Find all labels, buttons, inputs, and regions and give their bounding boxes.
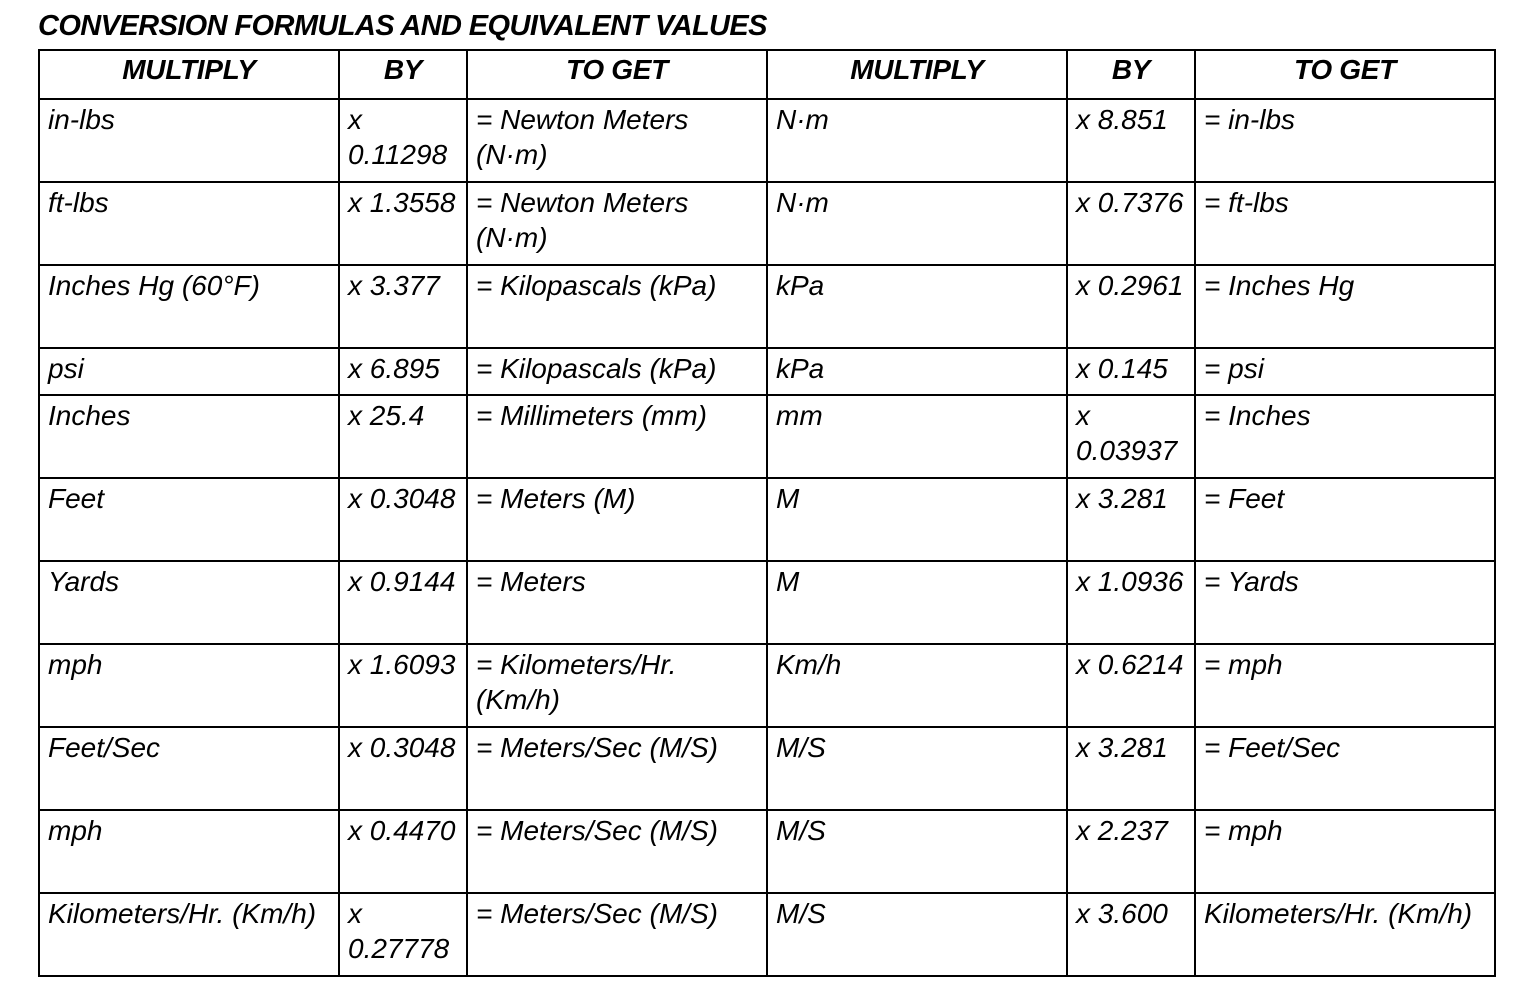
table-cell: = Meters (M) <box>467 478 767 561</box>
table-cell: x 0.2961 <box>1067 265 1195 348</box>
header-to-get: TO GET <box>467 50 767 99</box>
table-cell: Feet/Sec <box>39 727 339 810</box>
table-cell: kPa <box>767 348 1067 395</box>
header-by: BY <box>339 50 467 99</box>
table-cell: x 0.11298 <box>339 99 467 182</box>
table-cell: Kilometers/Hr. (Km/h) <box>1195 893 1495 976</box>
table-cell: = Kilopascals (kPa) <box>467 265 767 348</box>
table-cell: x 8.851 <box>1067 99 1195 182</box>
table-row <box>39 99 1495 182</box>
table-row <box>39 893 1495 976</box>
table-cell: = Newton Meters (N·m) <box>467 182 767 265</box>
table-cell: mph <box>39 644 339 727</box>
table-cell: M <box>767 561 1067 644</box>
table-cell: x 0.4470 <box>339 810 467 893</box>
table-cell: Kilometers/Hr. (Km/h) <box>39 893 339 976</box>
table-cell: = Meters <box>467 561 767 644</box>
table-cell: x 3.281 <box>1067 478 1195 561</box>
header-multiply-reverse: MULTIPLY <box>767 50 1067 99</box>
table-cell: M/S <box>767 810 1067 893</box>
table-row <box>39 727 1495 810</box>
table-cell: = Meters/Sec (M/S) <box>467 727 767 810</box>
table-cell: = mph <box>1195 644 1495 727</box>
table-cell: x 1.0936 <box>1067 561 1195 644</box>
header-to-get-reverse: TO GET <box>1195 50 1495 99</box>
table-cell: x 1.3558 <box>339 182 467 265</box>
table-cell: = Meters/Sec (M/S) <box>467 810 767 893</box>
table-cell: mm <box>767 395 1067 478</box>
table-cell: = ft-lbs <box>1195 182 1495 265</box>
table-cell: x 6.895 <box>339 348 467 395</box>
table-cell: Inches Hg (60°F) <box>39 265 339 348</box>
table-cell: kPa <box>767 265 1067 348</box>
table-cell: mph <box>39 810 339 893</box>
table-cell: = Feet <box>1195 478 1495 561</box>
table-row <box>39 561 1495 644</box>
table-row <box>39 348 1495 395</box>
table-cell: Km/h <box>767 644 1067 727</box>
header-by-reverse: BY <box>1067 50 1195 99</box>
table-row <box>39 478 1495 561</box>
table-cell: = Yards <box>1195 561 1495 644</box>
table-cell: = mph <box>1195 810 1495 893</box>
table-cell: = in-lbs <box>1195 99 1495 182</box>
table-cell: = Inches <box>1195 395 1495 478</box>
table-cell: x 25.4 <box>339 395 467 478</box>
table-cell: x 0.9144 <box>339 561 467 644</box>
table-header-row <box>39 50 1495 99</box>
table-cell: psi <box>39 348 339 395</box>
table-row <box>39 644 1495 727</box>
table-cell: = Kilopascals (kPa) <box>467 348 767 395</box>
table-cell: = Millimeters (mm) <box>467 395 767 478</box>
table-cell: x 3.281 <box>1067 727 1195 810</box>
conversion-table <box>38 49 1496 977</box>
table-cell: = Newton Meters (N·m) <box>467 99 767 182</box>
table-cell: in-lbs <box>39 99 339 182</box>
table-cell: x 0.27778 <box>339 893 467 976</box>
table-row <box>39 810 1495 893</box>
table-cell: = Inches Hg <box>1195 265 1495 348</box>
table-cell: x 0.3048 <box>339 478 467 561</box>
table-row <box>39 182 1495 265</box>
table-cell: Yards <box>39 561 339 644</box>
table-cell: x 0.6214 <box>1067 644 1195 727</box>
table-cell: M/S <box>767 727 1067 810</box>
table-cell: x 0.7376 <box>1067 182 1195 265</box>
table-row <box>39 395 1495 478</box>
table-cell: x 0.145 <box>1067 348 1195 395</box>
page-title: CONVERSION FORMULAS AND EQUIVALENT VALUES <box>38 10 767 42</box>
table-cell: ft-lbs <box>39 182 339 265</box>
table-cell: = psi <box>1195 348 1495 395</box>
table-cell: Feet <box>39 478 339 561</box>
table-cell: = Feet/Sec <box>1195 727 1495 810</box>
table-cell: x 0.03937 <box>1067 395 1195 478</box>
table-cell: x 1.6093 <box>339 644 467 727</box>
table-cell: = Kilometers/Hr. (Km/h) <box>467 644 767 727</box>
table-cell: N·m <box>767 99 1067 182</box>
table-cell: = Meters/Sec (M/S) <box>467 893 767 976</box>
table-cell: x 0.3048 <box>339 727 467 810</box>
table-cell: N·m <box>767 182 1067 265</box>
table-cell: Inches <box>39 395 339 478</box>
table-cell: x 3.600 <box>1067 893 1195 976</box>
table-cell: x 2.237 <box>1067 810 1195 893</box>
header-multiply: MULTIPLY <box>39 50 339 99</box>
table-cell: M <box>767 478 1067 561</box>
table-row <box>39 265 1495 348</box>
table-cell: x 3.377 <box>339 265 467 348</box>
table-cell: M/S <box>767 893 1067 976</box>
